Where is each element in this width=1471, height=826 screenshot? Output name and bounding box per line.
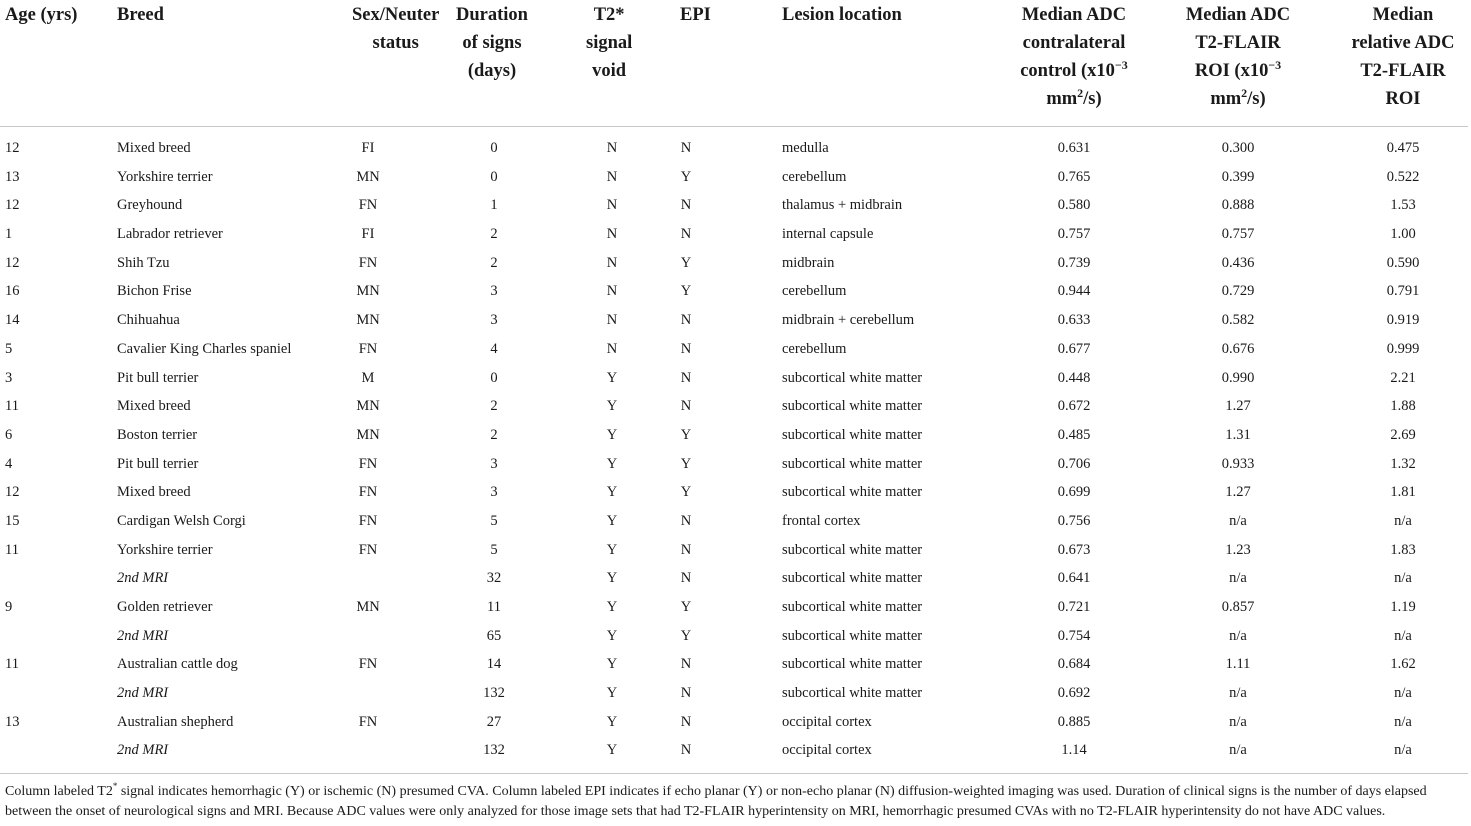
cell-adc-control: 0.673 xyxy=(1057,541,1091,558)
cell-epi: N xyxy=(680,570,692,587)
cell-epi: Y xyxy=(680,168,692,185)
cell-epi: N xyxy=(680,226,692,243)
table-bottom-divider xyxy=(0,773,1468,774)
table-row xyxy=(0,134,1471,163)
cell-breed: 2nd MRI xyxy=(117,627,169,644)
cell-relative-adc: 0.791 xyxy=(1386,283,1420,300)
cell-sex-neuter: FN xyxy=(358,340,378,357)
cell-duration: 2 xyxy=(490,254,498,271)
cell-age: 11 xyxy=(5,656,19,673)
cell-age: 11 xyxy=(5,541,19,558)
table-row xyxy=(0,679,1471,708)
cell-sex-neuter: FN xyxy=(358,713,378,730)
cell-breed: 2nd MRI xyxy=(117,742,169,759)
cell-duration: 0 xyxy=(490,140,498,156)
cell-lesion-location: medulla xyxy=(782,140,829,156)
cell-age: 12 xyxy=(5,140,20,156)
cell-adc-roi: 0.676 xyxy=(1221,340,1255,357)
header-age: Age (yrs) xyxy=(5,5,78,25)
cell-epi: N xyxy=(680,312,692,329)
cell-relative-adc: 0.522 xyxy=(1386,168,1420,185)
cell-breed: Labrador retriever xyxy=(117,226,223,243)
cell-epi: N xyxy=(680,398,692,415)
cell-relative-adc: 1.53 xyxy=(1390,197,1416,214)
cell-t2-signal-void: N xyxy=(606,197,618,214)
cell-relative-adc: 0.590 xyxy=(1386,254,1420,271)
cell-lesion-location: cerebellum xyxy=(782,283,847,300)
cell-relative-adc: n/a xyxy=(1394,742,1412,759)
cell-adc-control: 0.699 xyxy=(1057,484,1091,501)
cell-adc-control: 0.706 xyxy=(1057,455,1091,472)
cell-lesion-location: midbrain xyxy=(782,254,835,271)
cell-t2-signal-void: Y xyxy=(606,599,618,615)
cell-t2-signal-void: Y xyxy=(606,512,618,529)
cell-lesion-location: subcortical white matter xyxy=(782,685,923,702)
cell-t2-signal-void: Y xyxy=(606,398,618,415)
cell-adc-control: 0.944 xyxy=(1057,283,1091,300)
cell-relative-adc: 0.919 xyxy=(1386,312,1420,329)
cell-sex-neuter: MN xyxy=(356,283,380,300)
cell-relative-adc: 1.83 xyxy=(1390,541,1416,558)
cell-adc-roi: 0.757 xyxy=(1221,226,1255,243)
cell-adc-roi: n/a xyxy=(1229,742,1247,759)
cell-duration: 0 xyxy=(490,168,498,185)
table-row xyxy=(0,392,1471,421)
cell-adc-control: 0.756 xyxy=(1057,512,1091,529)
table-row xyxy=(0,220,1471,249)
cell-age: 9 xyxy=(5,599,13,615)
cell-duration: 65 xyxy=(486,627,502,644)
cell-epi: Y xyxy=(680,599,692,615)
header-t2-signal-void: T2* signal void xyxy=(586,5,633,81)
cell-duration: 3 xyxy=(490,455,498,472)
cell-lesion-location: subcortical white matter xyxy=(782,398,923,415)
cell-adc-roi: 0.436 xyxy=(1221,254,1255,271)
cell-duration: 2 xyxy=(490,426,498,443)
cell-breed: Australian cattle dog xyxy=(117,656,238,673)
cell-lesion-location: cerebellum xyxy=(782,168,847,185)
cell-age: 15 xyxy=(5,512,20,529)
cell-duration: 32 xyxy=(486,570,502,587)
cell-epi: N xyxy=(680,369,692,386)
cell-relative-adc: 0.475 xyxy=(1386,140,1420,156)
cell-adc-control: 0.754 xyxy=(1057,627,1091,644)
cell-sex-neuter: MN xyxy=(356,426,380,443)
cell-duration: 27 xyxy=(486,713,502,730)
cell-t2-signal-void: Y xyxy=(606,627,618,644)
cell-lesion-location: subcortical white matter xyxy=(782,484,923,501)
table-footnote: Column labeled T2* signal indicates hemorrhagic (Y) or ischemic (N) presumed CVA. Column labeled EPI indicates if echo planar (Y) or non-echo planar (N) diffusion-weighted imaging was used. Duration of clinical signs is the number of days elapsed between the onset of neurological signs and MRI. Because ADC values were only analyzed for those image sets that had T2-FLAIR hyperintensity on MRI, hemorrhagic presumed CVAs with no T2-FLAIR hyperintensity do not have ADC values. xyxy=(5,781,1427,819)
table-row xyxy=(0,507,1471,536)
cell-age: 5 xyxy=(5,340,13,357)
cell-t2-signal-void: N xyxy=(606,140,618,156)
cell-epi: Y xyxy=(680,627,692,644)
table-row xyxy=(0,622,1471,651)
cell-sex-neuter: FN xyxy=(358,197,378,214)
header-divider xyxy=(0,126,1468,127)
cell-relative-adc: 2.21 xyxy=(1390,369,1416,386)
table-row xyxy=(0,364,1471,393)
cell-adc-control: 0.757 xyxy=(1057,226,1091,243)
table-row xyxy=(0,249,1471,278)
table-row xyxy=(0,536,1471,565)
cell-duration: 5 xyxy=(490,541,498,558)
table-row xyxy=(0,421,1471,450)
cell-lesion-location: midbrain + cerebellum xyxy=(782,312,915,329)
cell-adc-roi: n/a xyxy=(1229,713,1247,730)
table-row xyxy=(0,450,1471,479)
table-row xyxy=(0,306,1471,335)
cell-t2-signal-void: N xyxy=(606,312,618,329)
cell-adc-control: 0.677 xyxy=(1057,340,1091,357)
cell-age: 13 xyxy=(5,713,20,730)
cell-adc-roi: 0.990 xyxy=(1221,369,1255,386)
cell-sex-neuter: MN xyxy=(356,398,380,415)
cell-age: 6 xyxy=(5,426,13,443)
cell-epi: N xyxy=(680,340,692,357)
table-row xyxy=(0,708,1471,737)
cell-relative-adc: n/a xyxy=(1394,713,1412,730)
cell-lesion-location: subcortical white matter xyxy=(782,369,923,386)
cell-age: 16 xyxy=(5,283,20,300)
table-row xyxy=(0,191,1471,220)
cell-adc-control: 0.692 xyxy=(1057,685,1091,702)
cell-epi: Y xyxy=(680,426,692,443)
cell-adc-roi: n/a xyxy=(1229,685,1247,702)
cell-breed: 2nd MRI xyxy=(117,685,169,702)
header-breed: Breed xyxy=(117,5,164,25)
cell-breed: Golden retriever xyxy=(117,599,213,615)
cell-duration: 3 xyxy=(490,484,498,501)
cell-t2-signal-void: Y xyxy=(606,455,618,472)
cell-lesion-location: subcortical white matter xyxy=(782,599,923,615)
cell-lesion-location: occipital cortex xyxy=(782,742,872,759)
cell-duration: 132 xyxy=(483,742,505,759)
header-median-adc-roi: Median ADC T2-FLAIR ROI ($x10^{-3}$ $mm^2/s$) xyxy=(1185,5,1291,109)
cell-adc-roi: 0.857 xyxy=(1221,599,1255,615)
cell-breed: Pit bull terrier xyxy=(117,455,199,472)
cell-t2-signal-void: N xyxy=(606,226,618,243)
cell-breed: Boston terrier xyxy=(117,426,198,443)
cell-age: 4 xyxy=(5,455,13,472)
cell-adc-roi: n/a xyxy=(1229,512,1247,529)
cell-breed: Australian shepherd xyxy=(117,713,234,730)
cell-epi: Y xyxy=(680,455,692,472)
cell-sex-neuter: MN xyxy=(356,168,380,185)
cell-lesion-location: occipital cortex xyxy=(782,713,872,730)
header-duration-of-signs: Duration of signs (days) xyxy=(456,5,528,81)
cell-t2-signal-void: N xyxy=(606,283,618,300)
cell-adc-control: 0.885 xyxy=(1057,713,1091,730)
cell-breed: Mixed breed xyxy=(117,398,191,415)
cell-relative-adc: 2.69 xyxy=(1390,426,1416,443)
cell-adc-control: 0.485 xyxy=(1057,426,1091,443)
cell-adc-roi: 1.27 xyxy=(1225,484,1251,501)
cell-adc-roi: 0.399 xyxy=(1221,168,1255,185)
table-row xyxy=(0,335,1471,364)
cell-adc-roi: 1.11 xyxy=(1225,656,1251,673)
cell-lesion-location: subcortical white matter xyxy=(782,455,923,472)
cell-adc-control: 0.739 xyxy=(1057,254,1091,271)
cell-t2-signal-void: Y xyxy=(606,426,618,443)
cell-age: 13 xyxy=(5,168,20,185)
header-lesion-location: Lesion location xyxy=(782,5,902,25)
cell-breed: Shih Tzu xyxy=(117,254,170,271)
cell-adc-control: 0.721 xyxy=(1057,599,1091,615)
cell-t2-signal-void: Y xyxy=(606,541,618,558)
table-row xyxy=(0,593,1471,622)
cell-adc-roi: n/a xyxy=(1229,627,1247,644)
cell-breed: Yorkshire terrier xyxy=(117,168,213,185)
cell-sex-neuter: MN xyxy=(356,599,380,615)
cell-relative-adc: n/a xyxy=(1394,627,1412,644)
cell-breed: Mixed breed xyxy=(117,484,191,501)
cell-relative-adc: n/a xyxy=(1394,685,1412,702)
cell-breed: Yorkshire terrier xyxy=(117,541,213,558)
cell-duration: 0 xyxy=(490,369,498,386)
cell-relative-adc: n/a xyxy=(1394,570,1412,587)
cell-epi: N xyxy=(680,541,692,558)
header-median-adc-contralateral: Median ADC contralateral control ($x10^{-3}$ $mm^2/s$) xyxy=(1020,5,1128,109)
cell-duration: 3 xyxy=(490,283,498,300)
table-row xyxy=(0,277,1471,306)
cell-duration: 2 xyxy=(490,226,498,243)
cell-t2-signal-void: N xyxy=(606,168,618,185)
cell-sex-neuter: FN xyxy=(358,512,378,529)
cell-epi: N xyxy=(680,713,692,730)
cell-breed: 2nd MRI xyxy=(117,570,169,587)
table-row xyxy=(0,564,1471,593)
cell-epi: N xyxy=(680,140,692,156)
cell-lesion-location: subcortical white matter xyxy=(782,627,923,644)
cell-epi: Y xyxy=(680,283,692,300)
cell-relative-adc: 0.999 xyxy=(1386,340,1420,357)
cell-lesion-location: frontal cortex xyxy=(782,512,861,529)
cell-adc-control: 1.14 xyxy=(1061,742,1087,759)
cell-lesion-location: thalamus + midbrain xyxy=(782,197,903,214)
cell-t2-signal-void: Y xyxy=(606,570,618,587)
cell-sex-neuter: FN xyxy=(358,254,378,271)
cell-adc-roi: 0.300 xyxy=(1221,140,1255,156)
cell-breed: Mixed breed xyxy=(117,140,191,156)
cell-sex-neuter: MN xyxy=(356,312,380,329)
cell-t2-signal-void: Y xyxy=(606,713,618,730)
cell-duration: 11 xyxy=(487,599,501,615)
table-body xyxy=(0,134,1471,765)
cell-sex-neuter: FN xyxy=(358,656,378,673)
table-header-row xyxy=(0,0,1471,126)
cell-epi: N xyxy=(680,656,692,673)
cell-relative-adc: 1.00 xyxy=(1390,226,1416,243)
cell-lesion-location: subcortical white matter xyxy=(782,426,923,443)
cell-adc-control: 0.641 xyxy=(1057,570,1091,587)
cell-duration: 1 xyxy=(490,197,498,214)
cell-lesion-location: subcortical white matter xyxy=(782,541,923,558)
table-row xyxy=(0,736,1471,765)
cell-breed: Pit bull terrier xyxy=(117,369,199,386)
cell-t2-signal-void: N xyxy=(606,340,618,357)
cell-duration: 5 xyxy=(490,512,498,529)
cell-adc-roi: 0.582 xyxy=(1221,312,1255,329)
cell-relative-adc: 1.62 xyxy=(1390,656,1416,673)
cell-lesion-location: subcortical white matter xyxy=(782,656,923,673)
cell-relative-adc: 1.81 xyxy=(1390,484,1416,501)
cell-lesion-location: internal capsule xyxy=(782,226,874,243)
cell-adc-control: 0.633 xyxy=(1057,312,1091,329)
cell-t2-signal-void: Y xyxy=(606,685,618,702)
cell-sex-neuter: M xyxy=(361,369,375,386)
cell-duration: 4 xyxy=(490,340,498,357)
cell-age: 1 xyxy=(5,226,13,243)
cell-relative-adc: n/a xyxy=(1394,512,1412,529)
header-sex-neuter-status: Sex/Neuter status xyxy=(352,5,440,53)
cell-adc-roi: 0.729 xyxy=(1221,283,1255,300)
cell-epi: Y xyxy=(680,484,692,501)
cell-adc-control: 0.765 xyxy=(1057,168,1091,185)
cell-breed: Bichon Frise xyxy=(117,283,192,300)
cell-epi: N xyxy=(680,742,692,759)
cell-adc-roi: n/a xyxy=(1229,570,1247,587)
cell-epi: N xyxy=(680,197,692,214)
cell-t2-signal-void: Y xyxy=(606,484,618,501)
cell-relative-adc: 1.19 xyxy=(1390,599,1416,615)
cell-duration: 2 xyxy=(490,398,498,415)
table-row xyxy=(0,650,1471,679)
cell-epi: N xyxy=(680,685,692,702)
cell-epi: N xyxy=(680,512,692,529)
cell-t2-signal-void: Y xyxy=(606,742,618,759)
cell-breed: Greyhound xyxy=(117,197,183,214)
cell-adc-control: 0.672 xyxy=(1057,398,1091,415)
table-row xyxy=(0,478,1471,507)
cell-adc-roi: 1.31 xyxy=(1225,426,1251,443)
cell-epi: Y xyxy=(680,254,692,271)
cell-sex-neuter: FN xyxy=(358,455,378,472)
cell-relative-adc: 1.88 xyxy=(1390,398,1416,415)
cell-sex-neuter: FN xyxy=(358,541,378,558)
cell-t2-signal-void: Y xyxy=(606,656,618,673)
cell-duration: 3 xyxy=(490,312,498,329)
cell-adc-roi: 0.933 xyxy=(1221,455,1255,472)
cell-lesion-location: cerebellum xyxy=(782,340,847,357)
cell-t2-signal-void: Y xyxy=(606,369,618,386)
cell-adc-control: 0.448 xyxy=(1057,369,1091,386)
cell-breed: Cardigan Welsh Corgi xyxy=(117,512,246,529)
cell-breed: Chihuahua xyxy=(117,312,180,329)
cell-age: 12 xyxy=(5,254,20,271)
cell-sex-neuter: FI xyxy=(361,140,375,156)
cell-age: 14 xyxy=(5,312,20,329)
header-median-relative-adc: Median relative ADC T2-FLAIR ROI xyxy=(1351,5,1455,109)
cell-breed: Cavalier King Charles spaniel xyxy=(117,340,292,357)
cell-lesion-location: subcortical white matter xyxy=(782,570,923,587)
cell-t2-signal-void: N xyxy=(606,254,618,271)
table-row xyxy=(0,163,1471,192)
header-epi: EPI xyxy=(680,5,711,25)
cell-adc-control: 0.631 xyxy=(1057,140,1091,156)
cell-relative-adc: 1.32 xyxy=(1390,455,1416,472)
cell-adc-control: 0.684 xyxy=(1057,656,1091,673)
cell-sex-neuter: FI xyxy=(361,226,375,243)
cell-duration: 14 xyxy=(486,656,502,673)
cell-adc-roi: 0.888 xyxy=(1221,197,1255,214)
cell-age: 12 xyxy=(5,484,20,501)
cell-age: 12 xyxy=(5,197,20,214)
cell-adc-roi: 1.27 xyxy=(1225,398,1251,415)
cell-age: 11 xyxy=(5,398,19,415)
cell-duration: 132 xyxy=(483,685,505,702)
cell-adc-control: 0.580 xyxy=(1057,197,1091,214)
cell-adc-roi: 1.23 xyxy=(1225,541,1251,558)
cell-age: 3 xyxy=(5,369,13,386)
cell-sex-neuter: FN xyxy=(358,484,378,501)
